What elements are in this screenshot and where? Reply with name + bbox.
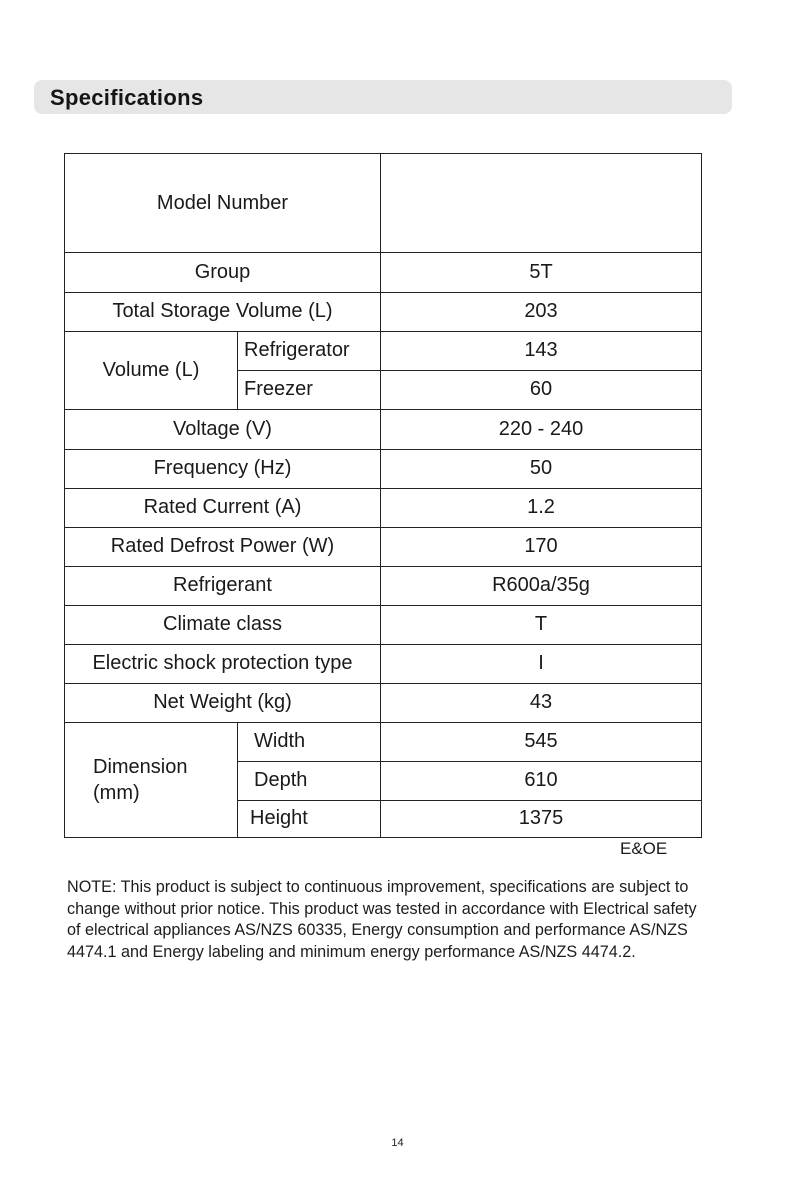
dimension-label-line1: Dimension bbox=[93, 755, 188, 778]
total-storage-volume-label: Total Storage Volume (L) bbox=[112, 300, 333, 322]
group-value: 5T bbox=[529, 261, 553, 283]
height-value: 1375 bbox=[518, 807, 564, 829]
freezer-label: Freezer bbox=[244, 378, 313, 400]
refrigerant-value: R600a/35g bbox=[492, 574, 590, 596]
depth-value: 610 bbox=[524, 769, 558, 791]
freezer-value: 60 bbox=[529, 378, 553, 400]
eoe-disclaimer: E&OE bbox=[620, 839, 668, 858]
depth-label: Depth bbox=[254, 769, 308, 791]
refrigerator-value: 143 bbox=[524, 339, 558, 361]
dimension-label-line2: (mm) bbox=[93, 781, 140, 804]
net-weight-value: 43 bbox=[529, 691, 553, 713]
voltage-label: Voltage (V) bbox=[173, 417, 272, 440]
note-paragraph: NOTE: This product is subject to continuous improvement, specifications are subject to change without prior notice. This product was tested in accordance with Electrical safety of electrical appliances AS/NZS 60335, Energy consumption and performance AS/NZS 4474.1 and Energy labeling and minimum energy performance AS/NZS 4474.2. bbox=[67, 878, 697, 961]
width-label: Width bbox=[254, 730, 306, 752]
climate-class-label: Climate class bbox=[163, 613, 282, 635]
height-label: Height bbox=[250, 807, 308, 829]
dimension-label bbox=[65, 722, 237, 837]
frequency-label: Frequency (Hz) bbox=[153, 457, 292, 479]
shock-protection-label: Electric shock protection type bbox=[92, 652, 353, 674]
voltage-value: 220 - 240 bbox=[498, 417, 584, 440]
volume-label: Volume (L) bbox=[102, 358, 200, 381]
page-number: 14 bbox=[391, 1137, 404, 1149]
rated-defrost-power-value: 170 bbox=[524, 535, 558, 557]
width-value: 545 bbox=[524, 730, 558, 752]
shock-protection-value: I bbox=[538, 652, 544, 674]
model-number-label: Model Number bbox=[156, 191, 289, 214]
climate-class-value: T bbox=[534, 613, 548, 635]
section-heading-bar bbox=[34, 80, 732, 114]
model-number-value bbox=[381, 154, 701, 252]
refrigerant-label: Refrigerant bbox=[173, 574, 272, 596]
group-label: Group bbox=[194, 261, 251, 283]
total-storage-volume-value: 203 bbox=[524, 300, 558, 322]
rated-defrost-power-label: Rated Defrost Power (W) bbox=[110, 535, 335, 557]
rated-current-label: Rated Current (A) bbox=[143, 496, 302, 518]
section-title: Specifications bbox=[50, 85, 204, 110]
net-weight-label: Net Weight (kg) bbox=[153, 691, 292, 713]
specifications-table bbox=[64, 153, 702, 838]
refrigerator-label: Refrigerator bbox=[244, 339, 350, 361]
rated-current-value: 1.2 bbox=[527, 496, 555, 518]
frequency-value: 50 bbox=[529, 457, 553, 479]
